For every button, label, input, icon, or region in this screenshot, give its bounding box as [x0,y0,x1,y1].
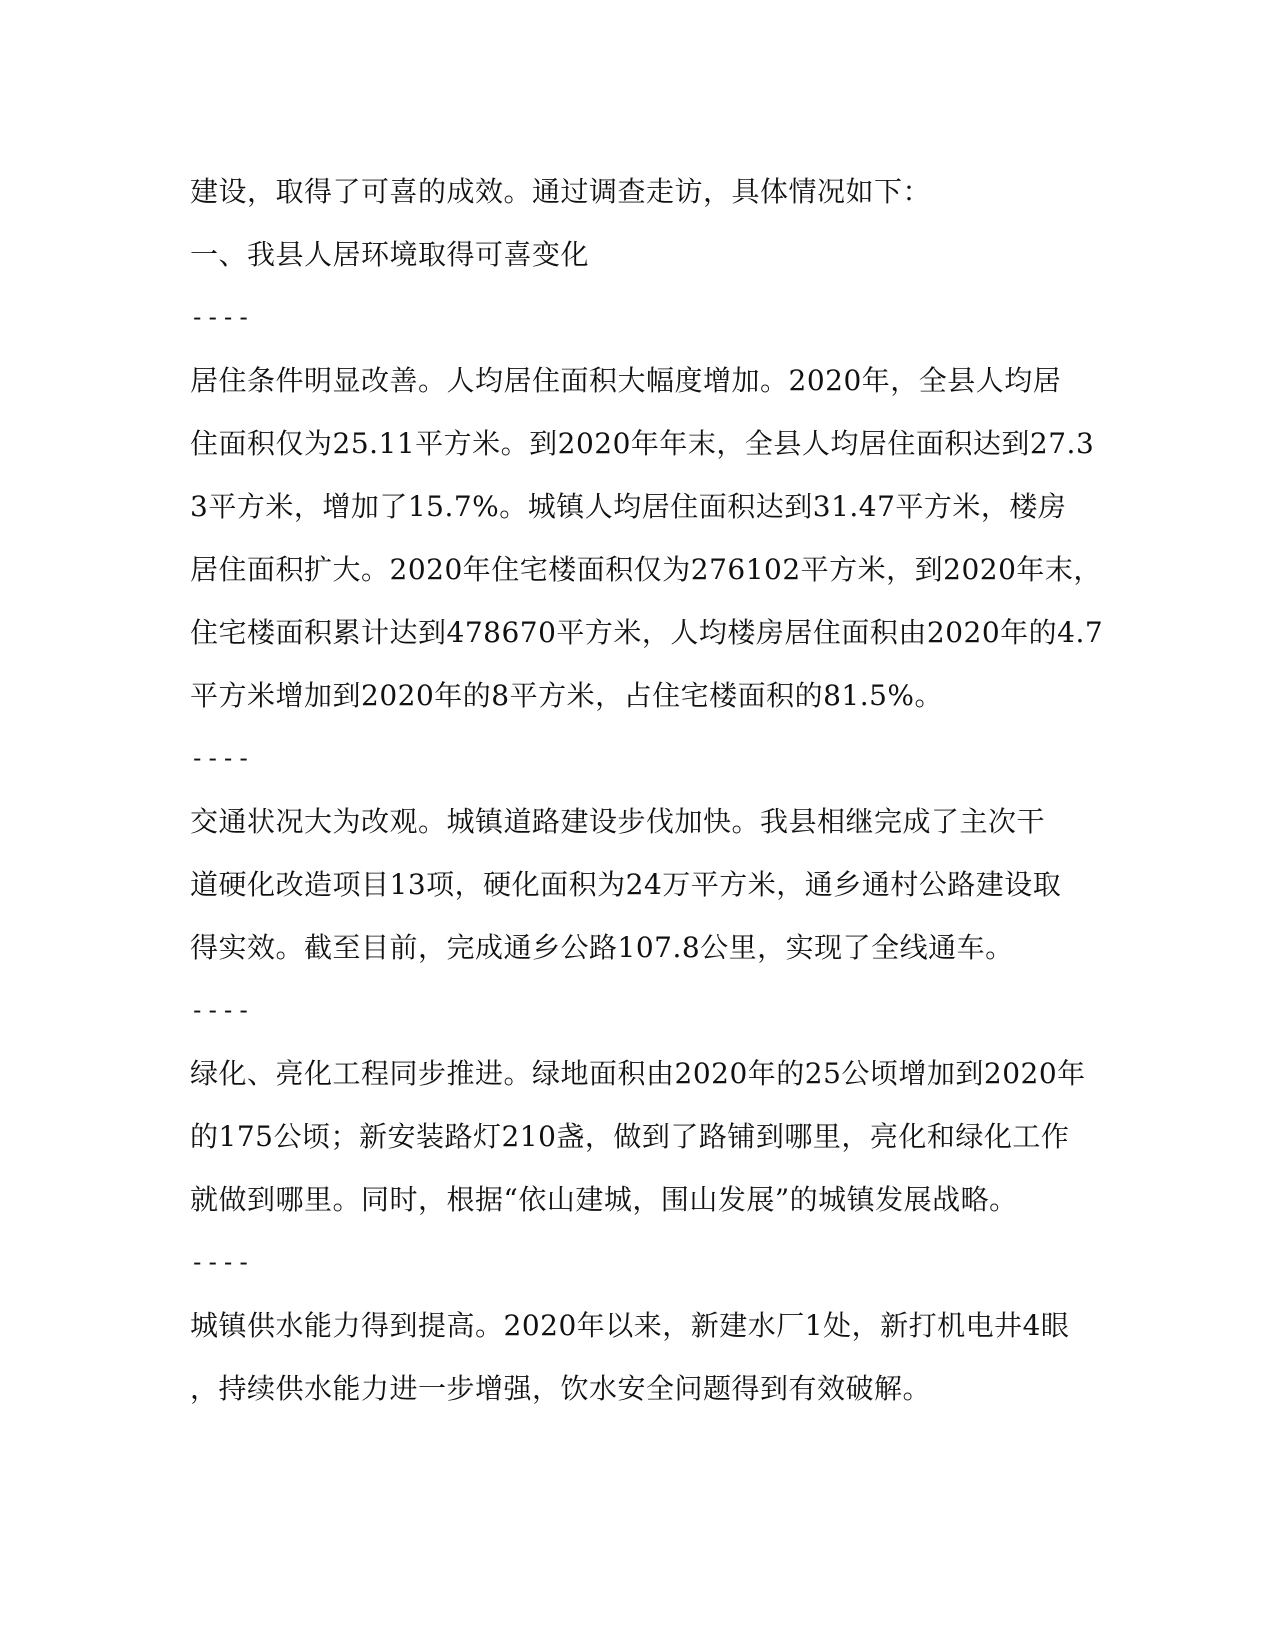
separator: ---- [190,1248,252,1276]
text-line: ，持续供水能力进一步增强，饮水安全问题得到有效破解。 [190,1372,932,1405]
separator: ---- [190,303,252,331]
section-heading: 一、我县人居环境取得可喜变化 [190,238,590,271]
separator: ---- [190,996,252,1024]
text-line: 建设，取得了可喜的成效。通过调查走访，具体情况如下： [190,175,932,208]
document-page [190,160,1104,1420]
separator: ---- [190,744,252,772]
text-line: 绿化、亮化工程同步推进。绿地面积由2020年的25公顷增加到2020年 [190,1057,1086,1090]
text-line: 住宅楼面积累计达到478670平方米，人均楼房居住面积由2020年的4.7 [190,616,1104,649]
text-line: 道硬化改造项目13项，硬化面积为24万平方米，通乡通村公路建设取 [190,868,1062,901]
text-line: 居住面积扩大。2020年住宅楼面积仅为276102平方米，到2020年末， [190,553,1102,586]
text-line: 平方米增加到2020年的8平方米，占住宅楼面积的81.5%。 [190,679,944,712]
text-line: 就做到哪里。同时，根据“依山建城，围山发展”的城镇发展战略。 [190,1183,1018,1216]
text-line: 的175公顷；新安装路灯210盏，做到了路铺到哪里，亮化和绿化工作 [190,1120,1070,1153]
text-line: 住面积仅为25.11平方米。到2020年年末，全县人均居住面积达到27.3 [190,427,1095,460]
text-line: 3平方米，增加了15.7%。城镇人均居住面积达到31.47平方米，楼房 [190,490,1067,523]
text-line: 交通状况大为改观。城镇道路建设步伐加快。我县相继完成了主次干 [190,805,1046,838]
text-line: 城镇供水能力得到提高。2020年以来，新建水厂1处，新打机电井4眼 [190,1309,1070,1342]
text-line: 居住条件明显改善。人均居住面积大幅度增加。2020年，全县人均居 [190,364,1062,397]
text-line: 得实效。截至目前，完成通乡公路107.8公里，实现了全线通车。 [190,931,1014,964]
